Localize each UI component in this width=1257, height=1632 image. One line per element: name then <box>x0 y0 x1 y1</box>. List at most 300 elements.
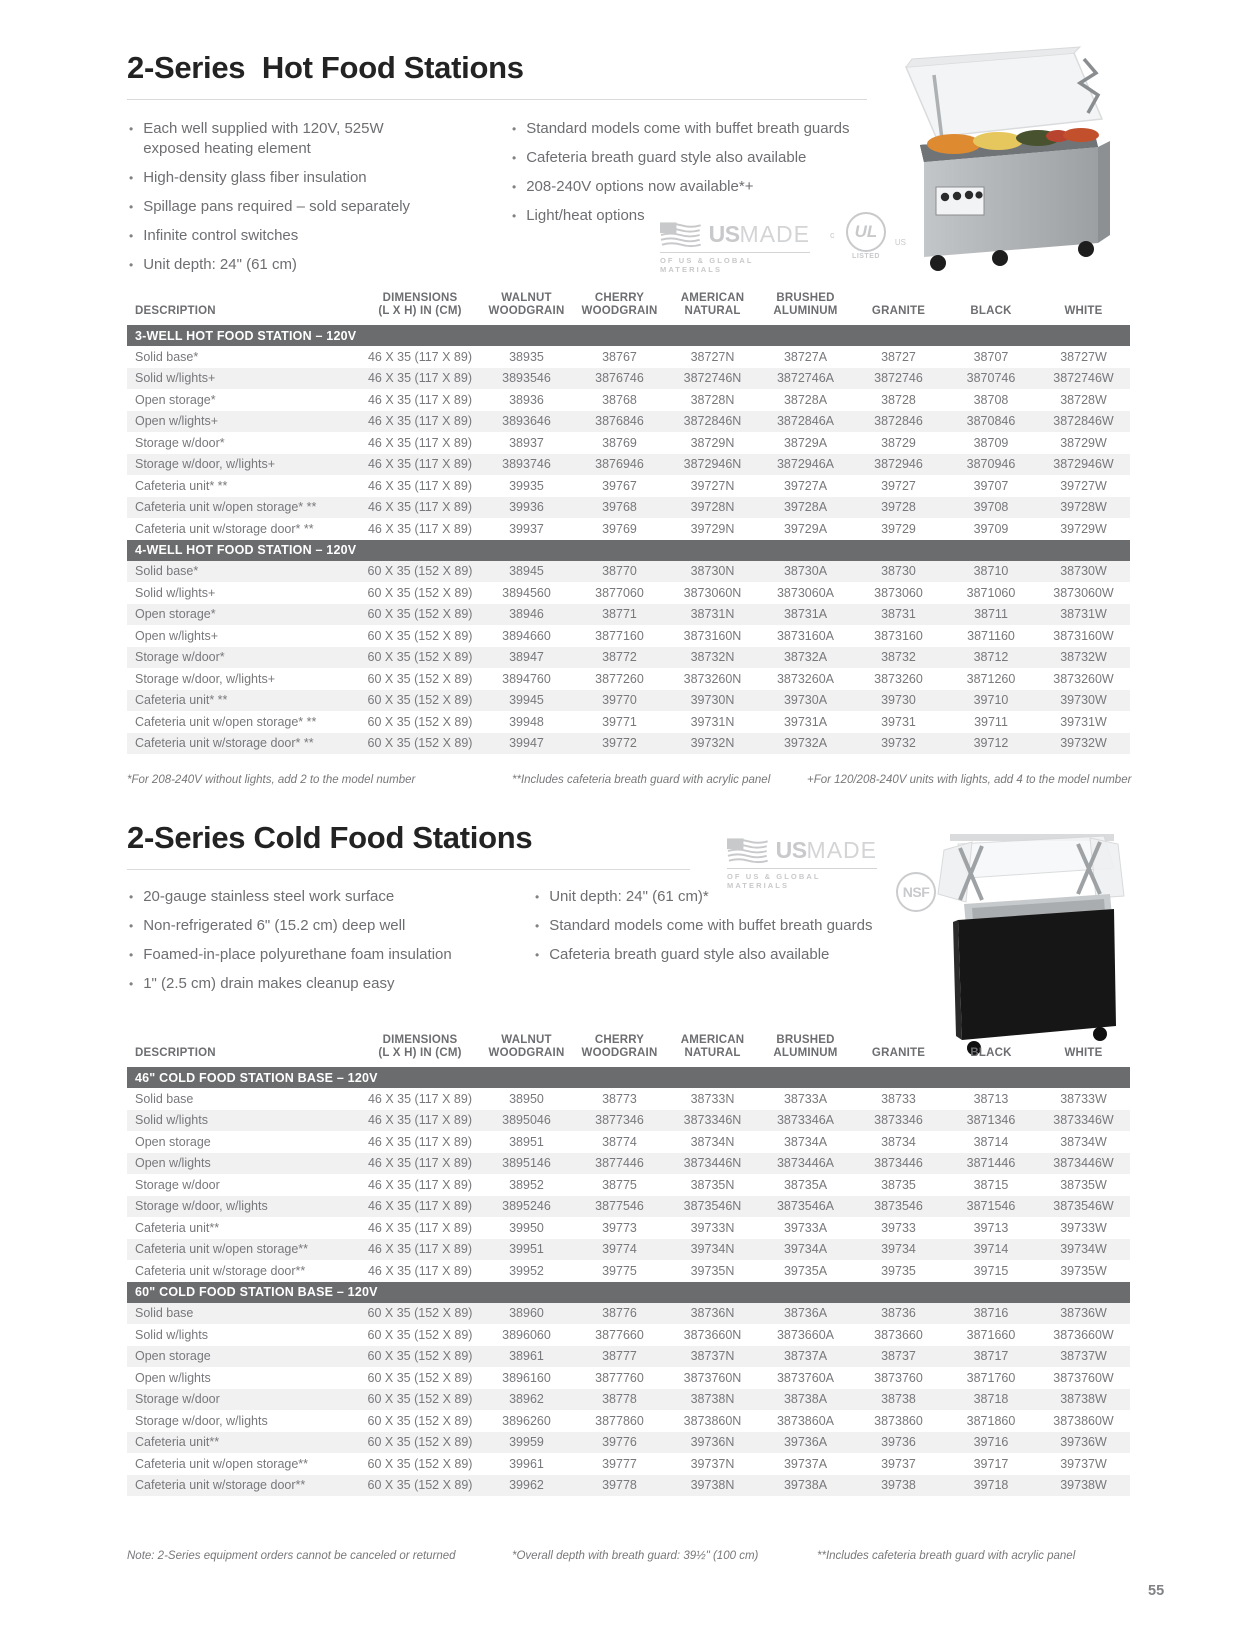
model-number-cell: 39778 <box>573 1475 666 1497</box>
model-number-cell: 3873060 <box>874 585 923 600</box>
model-number-cell: 3873160A <box>776 628 834 643</box>
model-number-cell: 3895246 <box>480 1196 573 1218</box>
column-header: DESCRIPTION <box>135 305 216 317</box>
model-number-cell: 39736N <box>666 1432 759 1454</box>
model-number-cell: 3872846W <box>1037 411 1130 433</box>
usmade-logo <box>660 221 810 274</box>
model-number-cell: 3873660N <box>683 1327 742 1342</box>
bullet-text: Each well supplied with 120V, 525W exposed heating element <box>143 120 384 157</box>
model-number-cell: 39950 <box>509 1220 544 1235</box>
model-number-cell: 3873660 <box>874 1327 923 1342</box>
model-number-cell: 39738W <box>1037 1475 1130 1497</box>
table-row <box>127 368 1130 390</box>
description-cell: Solid w/lights+ <box>127 368 360 390</box>
model-number-cell: 38773 <box>602 1091 637 1106</box>
model-number-cell: 39717 <box>973 1456 1009 1471</box>
cold-food-station-image <box>928 808 1135 1060</box>
model-number-cell: 39945 <box>480 690 573 712</box>
model-number-cell: 39714 <box>945 1239 1037 1261</box>
model-number-cell: 38732W <box>1037 647 1130 669</box>
model-number-cell: 39737A <box>783 1456 828 1471</box>
model-number-cell: 38936 <box>509 392 544 407</box>
model-number-cell: 38727N <box>690 349 735 364</box>
description-cell: Cafeteria unit* ** <box>127 690 360 712</box>
model-number-cell: 38771 <box>573 604 666 626</box>
model-number-cell: 39730W <box>1037 690 1130 712</box>
model-number-cell: 38736 <box>852 1303 945 1325</box>
table-section-header: 3-WELL HOT FOOD STATION – 120V <box>127 325 1130 346</box>
column-header: BLACK <box>970 305 1012 317</box>
ul-us-text: US <box>894 238 906 247</box>
bullet-item <box>129 168 414 188</box>
model-number-cell: 3893646 <box>480 411 573 433</box>
dimensions-cell: 46 X 35 (117 X 89) <box>367 1177 472 1192</box>
description-cell: Storage w/door, w/lights <box>135 1413 268 1428</box>
model-number-cell: 38776 <box>573 1303 666 1325</box>
model-number-cell: 3871446 <box>945 1153 1037 1175</box>
model-number-cell: 3873546 <box>852 1196 945 1218</box>
model-number-cell: 38709 <box>973 435 1009 450</box>
description-cell: Solid w/lights <box>127 1110 360 1132</box>
model-number-cell: 39730A <box>759 690 852 712</box>
bullet-icon: • <box>535 919 540 933</box>
description-cell: Cafeteria unit w/storage door** <box>127 1475 360 1497</box>
dimensions-cell: 46 X 35 (117 X 89) <box>367 1263 472 1278</box>
model-number-cell: 38731A <box>759 604 852 626</box>
description-cell: Solid w/lights+ <box>135 585 216 600</box>
model-number-cell: 3872946N <box>666 454 759 476</box>
model-number-cell: 39774 <box>573 1239 666 1261</box>
model-number-cell: 39769 <box>602 521 637 536</box>
dimensions-cell: 60 X 35 (152 X 89) <box>367 671 473 686</box>
bullet-icon: • <box>512 180 517 194</box>
model-number-cell: 39768 <box>573 497 666 519</box>
bullet-item <box>129 887 499 907</box>
bullet-icon: • <box>512 122 517 136</box>
bullet-icon: • <box>535 890 540 904</box>
model-number-cell: 3872846N <box>666 411 759 433</box>
description-cell: Cafeteria unit w/storage door** <box>135 1263 306 1278</box>
table-row <box>127 432 1130 454</box>
model-number-cell: 38730N <box>666 561 759 583</box>
model-number-cell: 39771 <box>602 714 637 729</box>
bullet-icon: • <box>512 209 517 223</box>
dimensions-cell: 60 X 35 (152 X 89) <box>360 1475 480 1497</box>
model-number-cell: 39737N <box>690 1456 735 1471</box>
model-number-cell: 3870946 <box>945 454 1037 476</box>
model-number-cell: 3877260 <box>595 671 644 686</box>
bullet-text: 20-gauge stainless steel work surface <box>143 888 395 905</box>
hot-section-title: 2-Series Hot Food Stations <box>127 50 524 85</box>
model-number-cell: 39727W <box>1060 478 1107 493</box>
column-header: AMERICAN NATURAL <box>680 292 745 317</box>
dimensions-cell: 60 X 35 (152 X 89) <box>367 1413 473 1428</box>
model-number-cell: 3873760 <box>874 1370 923 1385</box>
model-number-cell: 39727 <box>881 478 916 493</box>
table-row <box>127 604 1130 626</box>
description-cell: Storage w/door, w/lights+ <box>127 454 360 476</box>
bullet-text: Infinite control switches <box>143 227 299 244</box>
model-number-cell: 38734A <box>783 1134 828 1149</box>
column-header: WALNUT WOODGRAIN <box>488 292 565 317</box>
table-row <box>127 711 1130 733</box>
model-number-cell: 38733A <box>783 1091 828 1106</box>
column-header: AMERICAN NATURAL <box>680 1034 745 1059</box>
column-header: DESCRIPTION <box>135 1047 216 1059</box>
description-cell: Storage w/door <box>135 1177 220 1192</box>
model-number-cell: 39729N <box>690 521 735 536</box>
model-number-cell: 3893546 <box>480 368 573 390</box>
dimensions-cell: 46 X 35 (117 X 89) <box>360 1153 480 1175</box>
model-number-cell: 3877860 <box>595 1413 644 1428</box>
model-number-cell: 38711 <box>945 604 1037 626</box>
usmade-made-text: MADE <box>806 837 877 863</box>
cold-table <box>127 1034 1130 1496</box>
model-number-cell: 3873860A <box>776 1413 834 1428</box>
table-row <box>127 668 1130 690</box>
model-number-cell: 3872746A <box>759 368 852 390</box>
model-number-cell: 38738W <box>1037 1389 1130 1411</box>
model-number-cell: 38769 <box>602 435 637 450</box>
model-number-cell: 38737W <box>1037 1346 1130 1368</box>
table-row <box>127 1432 1130 1454</box>
model-number-cell: 38735N <box>690 1177 735 1192</box>
model-number-cell: 38738 <box>852 1389 945 1411</box>
model-number-cell: 3873546N <box>666 1196 759 1218</box>
column-header: DIMENSIONS (L X H) IN (CM) <box>378 1034 462 1059</box>
bullet-item <box>129 916 499 936</box>
model-number-cell: 39710 <box>945 690 1037 712</box>
column-header: BRUSHED ALUMINUM <box>773 292 838 317</box>
model-number-cell: 38961 <box>480 1346 573 1368</box>
page-number: 55 <box>1148 1583 1165 1599</box>
dimensions-cell: 60 X 35 (152 X 89) <box>367 1456 473 1471</box>
description-cell: Open storage* <box>135 392 216 407</box>
model-number-cell: 38734N <box>690 1134 735 1149</box>
model-number-cell: 38947 <box>480 647 573 669</box>
model-number-cell: 39735 <box>881 1263 916 1278</box>
model-number-cell: 38737N <box>666 1346 759 1368</box>
model-number-cell: 3894560 <box>502 585 551 600</box>
table-row <box>127 497 1130 519</box>
cold-section-title: 2-Series Cold Food Stations <box>127 820 533 855</box>
model-number-cell: 39733 <box>881 1220 916 1235</box>
model-number-cell: 38713 <box>973 1091 1009 1106</box>
dimensions-cell: 46 X 35 (117 X 89) <box>360 411 480 433</box>
dimensions-cell: 46 X 35 (117 X 89) <box>367 1091 472 1106</box>
dimensions-cell: 46 X 35 (117 X 89) <box>367 521 472 536</box>
model-number-cell: 39936 <box>480 497 573 519</box>
description-cell: Storage w/door <box>127 1389 360 1411</box>
model-number-cell: 39732N <box>666 733 759 755</box>
model-number-cell: 39951 <box>480 1239 573 1261</box>
table-row <box>127 389 1130 411</box>
footnote: Note: 2-Series equipment orders cannot be canceled or returned <box>127 1550 456 1562</box>
model-number-cell: 3873346 <box>852 1110 945 1132</box>
table-row <box>127 1410 1130 1432</box>
dimensions-cell: 60 X 35 (152 X 89) <box>367 628 473 643</box>
nsf-text: NSF <box>902 884 930 900</box>
divider <box>127 869 690 870</box>
description-cell: Storage w/door, w/lights+ <box>135 671 276 686</box>
model-number-cell: 39734N <box>666 1239 759 1261</box>
model-number-cell: 38737 <box>852 1346 945 1368</box>
model-number-cell: 39770 <box>573 690 666 712</box>
ul-c-text: c <box>830 230 835 240</box>
model-number-cell: 39734W <box>1037 1239 1130 1261</box>
model-number-cell: 3870846 <box>945 411 1037 433</box>
bullet-icon: • <box>535 948 540 962</box>
model-number-cell: 39715 <box>973 1263 1009 1278</box>
model-number-cell: 3877446 <box>573 1153 666 1175</box>
model-number-cell: 3894760 <box>502 671 551 686</box>
model-number-cell: 39728W <box>1037 497 1130 519</box>
model-number-cell: 3873446N <box>666 1153 759 1175</box>
bullet-item <box>512 148 902 168</box>
model-number-cell: 3873860 <box>874 1413 923 1428</box>
model-number-cell: 39775 <box>602 1263 637 1278</box>
model-number-cell: 39734A <box>759 1239 852 1261</box>
description-cell: Solid base <box>135 1091 194 1106</box>
table-row <box>127 411 1130 433</box>
model-number-cell: 38777 <box>573 1346 666 1368</box>
dimensions-cell: 60 X 35 (152 X 89) <box>367 714 473 729</box>
bullet-icon: • <box>129 948 134 962</box>
model-number-cell: 38774 <box>602 1134 637 1149</box>
dimensions-cell: 46 X 35 (117 X 89) <box>360 497 480 519</box>
model-number-cell: 3873346A <box>759 1110 852 1132</box>
model-number-cell: 3873260 <box>874 671 923 686</box>
model-number-cell: 38951 <box>509 1134 544 1149</box>
model-number-cell: 38737A <box>759 1346 852 1368</box>
model-number-cell: 38736W <box>1037 1303 1130 1325</box>
model-number-cell: 38730W <box>1037 561 1130 583</box>
model-number-cell: 3871160 <box>967 628 1015 643</box>
bullet-text: Spillage pans required – sold separately <box>143 198 411 215</box>
model-number-cell: 39961 <box>509 1456 544 1471</box>
model-number-cell: 38728N <box>690 392 735 407</box>
model-number-cell: 3876946 <box>573 454 666 476</box>
model-number-cell: 3877760 <box>595 1370 644 1385</box>
model-number-cell: 39727N <box>690 478 735 493</box>
model-number-cell: 39952 <box>509 1263 544 1278</box>
dimensions-cell: 46 X 35 (117 X 89) <box>367 1220 472 1235</box>
model-number-cell: 3872946A <box>759 454 852 476</box>
model-number-cell: 39707 <box>973 478 1009 493</box>
model-number-cell: 3871860 <box>966 1413 1016 1428</box>
model-number-cell: 3893746 <box>480 454 573 476</box>
model-number-cell: 39773 <box>602 1220 637 1235</box>
model-number-cell: 38728A <box>783 392 828 407</box>
table-row <box>127 1260 1130 1282</box>
model-number-cell: 39735W <box>1060 1263 1107 1278</box>
bullet-text: 208-240V options now available*+ <box>526 178 754 195</box>
description-cell: Solid w/lights <box>135 1327 208 1342</box>
model-number-cell: 38732 <box>852 647 945 669</box>
model-number-cell: 39732 <box>852 733 945 755</box>
table-row <box>127 475 1130 497</box>
dimensions-cell: 60 X 35 (152 X 89) <box>360 1303 480 1325</box>
table-row <box>127 1174 1130 1196</box>
model-number-cell: 3873760A <box>776 1370 834 1385</box>
hot-bullets-left <box>129 119 414 284</box>
model-number-cell: 3873860W <box>1053 1413 1114 1428</box>
model-number-cell: 39733N <box>690 1220 735 1235</box>
footnote: **Includes cafeteria breath guard with acrylic panel <box>817 1550 1076 1562</box>
dimensions-cell: 46 X 35 (117 X 89) <box>360 1196 480 1218</box>
model-number-cell: 38729N <box>690 435 735 450</box>
table-row <box>127 1131 1130 1153</box>
model-number-cell: 39730N <box>666 690 759 712</box>
model-number-cell: 38733N <box>690 1091 735 1106</box>
model-number-cell: 38736N <box>666 1303 759 1325</box>
model-number-cell: 3873260A <box>776 671 834 686</box>
footnote: +For 120/208-240V units with lights, add 4 to the model number <box>807 774 1132 786</box>
hot-food-station-image <box>878 45 1133 273</box>
model-number-cell: 38727W <box>1060 349 1107 364</box>
model-number-cell: 39733W <box>1060 1220 1107 1235</box>
model-number-cell: 39738A <box>759 1475 852 1497</box>
model-number-cell: 3872746N <box>666 368 759 390</box>
description-cell: Cafeteria unit w/open storage** <box>135 1456 309 1471</box>
model-number-cell: 3894660 <box>502 628 551 643</box>
footnote: **Includes cafeteria breath guard with acrylic panel <box>512 774 771 786</box>
table-row <box>127 1389 1130 1411</box>
model-number-cell: 38715 <box>973 1177 1009 1192</box>
bullet-item <box>512 119 902 139</box>
model-number-cell: 3877546 <box>573 1196 666 1218</box>
table-row <box>127 561 1130 583</box>
column-header: DIMENSIONS (L X H) IN (CM) <box>378 292 462 317</box>
model-number-cell: 38714 <box>973 1134 1009 1149</box>
model-number-cell: 39962 <box>480 1475 573 1497</box>
model-number-cell: 3870746 <box>945 368 1037 390</box>
dimensions-cell: 60 X 35 (152 X 89) <box>360 690 480 712</box>
table-row <box>127 1453 1130 1475</box>
model-number-cell: 3876846 <box>573 411 666 433</box>
bullet-text: Standard models come with buffet breath guards <box>549 917 873 934</box>
model-number-cell: 3873060N <box>683 585 742 600</box>
bullet-text: High-density glass fiber insulation <box>143 169 367 186</box>
model-number-cell: 39733A <box>783 1220 828 1235</box>
model-number-cell: 38946 <box>480 604 573 626</box>
model-number-cell: 3871260 <box>966 671 1016 686</box>
model-number-cell: 39732A <box>759 733 852 755</box>
model-number-cell: 39738N <box>666 1475 759 1497</box>
table-row <box>127 1239 1130 1261</box>
model-number-cell: 39772 <box>573 733 666 755</box>
dimensions-cell: 46 X 35 (117 X 89) <box>360 454 480 476</box>
model-number-cell: 3872746 <box>852 368 945 390</box>
model-number-cell: 39728A <box>759 497 852 519</box>
model-number-cell: 38731 <box>852 604 945 626</box>
model-number-cell: 3873760W <box>1053 1370 1114 1385</box>
description-cell: Storage w/door, w/lights <box>127 1196 360 1218</box>
bullet-icon: • <box>129 890 134 904</box>
model-number-cell: 39716 <box>945 1432 1037 1454</box>
bullet-item <box>129 945 499 965</box>
model-number-cell: 3873446A <box>759 1153 852 1175</box>
model-number-cell: 38735A <box>783 1177 828 1192</box>
model-number-cell: 38731N <box>666 604 759 626</box>
model-number-cell: 3871546 <box>945 1196 1037 1218</box>
model-number-cell: 3873860N <box>683 1413 742 1428</box>
description-cell: Cafeteria unit* ** <box>135 478 228 493</box>
model-number-cell: 38937 <box>509 435 544 450</box>
model-number-cell: 38770 <box>573 561 666 583</box>
table-row <box>127 625 1130 647</box>
model-number-cell: 3872946 <box>852 454 945 476</box>
bullet-item <box>129 226 414 246</box>
model-number-cell: 39737W <box>1060 1456 1107 1471</box>
table-row <box>127 1475 1130 1497</box>
model-number-cell: 3871660 <box>966 1327 1016 1342</box>
description-cell: Open storage* <box>127 604 360 626</box>
bullet-text: Non-refrigerated 6" (15.2 cm) deep well <box>143 917 406 934</box>
bullet-text: Light/heat options <box>526 207 645 224</box>
model-number-cell: 3871760 <box>966 1370 1016 1385</box>
ul-listed-text: LISTED <box>852 253 880 260</box>
hot-footnotes <box>127 774 1130 790</box>
spec-table <box>127 292 1130 754</box>
column-header: BRUSHED ALUMINUM <box>773 1034 838 1059</box>
dimensions-cell: 60 X 35 (152 X 89) <box>367 585 473 600</box>
model-number-cell: 38735 <box>881 1177 916 1192</box>
model-number-cell: 38738N <box>666 1389 759 1411</box>
model-number-cell: 38735W <box>1060 1177 1107 1192</box>
model-number-cell: 39737 <box>881 1456 916 1471</box>
model-number-cell: 3873060A <box>776 585 834 600</box>
model-number-cell: 38730 <box>852 561 945 583</box>
bullet-text: Cafeteria breath guard style also available <box>526 149 807 166</box>
usmade-subtext: OF US & GLOBAL MATERIALS <box>727 868 877 890</box>
usmade-us-text: US <box>775 837 807 863</box>
model-number-cell: 3876746 <box>573 368 666 390</box>
model-number-cell: 39731 <box>881 714 916 729</box>
bullet-item <box>535 945 925 965</box>
dimensions-cell: 60 X 35 (152 X 89) <box>367 1370 473 1385</box>
bullet-item <box>129 197 414 217</box>
cold-bullets-left <box>129 887 499 1003</box>
table-section-header: 4-WELL HOT FOOD STATION – 120V <box>127 540 1130 561</box>
model-number-cell: 39732W <box>1037 733 1130 755</box>
description-cell: Open storage <box>127 1346 360 1368</box>
dimensions-cell: 60 X 35 (152 X 89) <box>360 604 480 626</box>
model-number-cell: 3872946W <box>1037 454 1130 476</box>
table-row <box>127 1303 1130 1325</box>
footnote: *For 208-240V without lights, add 2 to the model number <box>127 774 416 786</box>
model-number-cell: 3873660W <box>1053 1327 1114 1342</box>
footnote: *Overall depth with breath guard: 39½" (100 cm) <box>512 1550 759 1562</box>
model-number-cell: 38712 <box>945 647 1037 669</box>
bullet-icon: • <box>129 171 134 185</box>
dimensions-cell: 46 X 35 (117 X 89) <box>367 1134 472 1149</box>
model-number-cell: 38778 <box>573 1389 666 1411</box>
model-number-cell: 39734 <box>852 1239 945 1261</box>
column-header: WALNUT WOODGRAIN <box>488 1034 565 1059</box>
dimensions-cell: 60 X 35 (152 X 89) <box>360 647 480 669</box>
model-number-cell: 39937 <box>509 521 544 536</box>
cold-footnotes <box>127 1550 1130 1566</box>
table-row <box>127 1217 1130 1239</box>
description-cell: Open w/lights+ <box>135 628 219 643</box>
description-cell: Open storage <box>135 1134 211 1149</box>
model-number-cell: 3873160N <box>683 628 742 643</box>
model-number-cell: 3873660A <box>776 1327 834 1342</box>
column-header: BLACK <box>970 1047 1012 1059</box>
dimensions-cell: 60 X 35 (152 X 89) <box>360 733 480 755</box>
model-number-cell: 3873546A <box>759 1196 852 1218</box>
